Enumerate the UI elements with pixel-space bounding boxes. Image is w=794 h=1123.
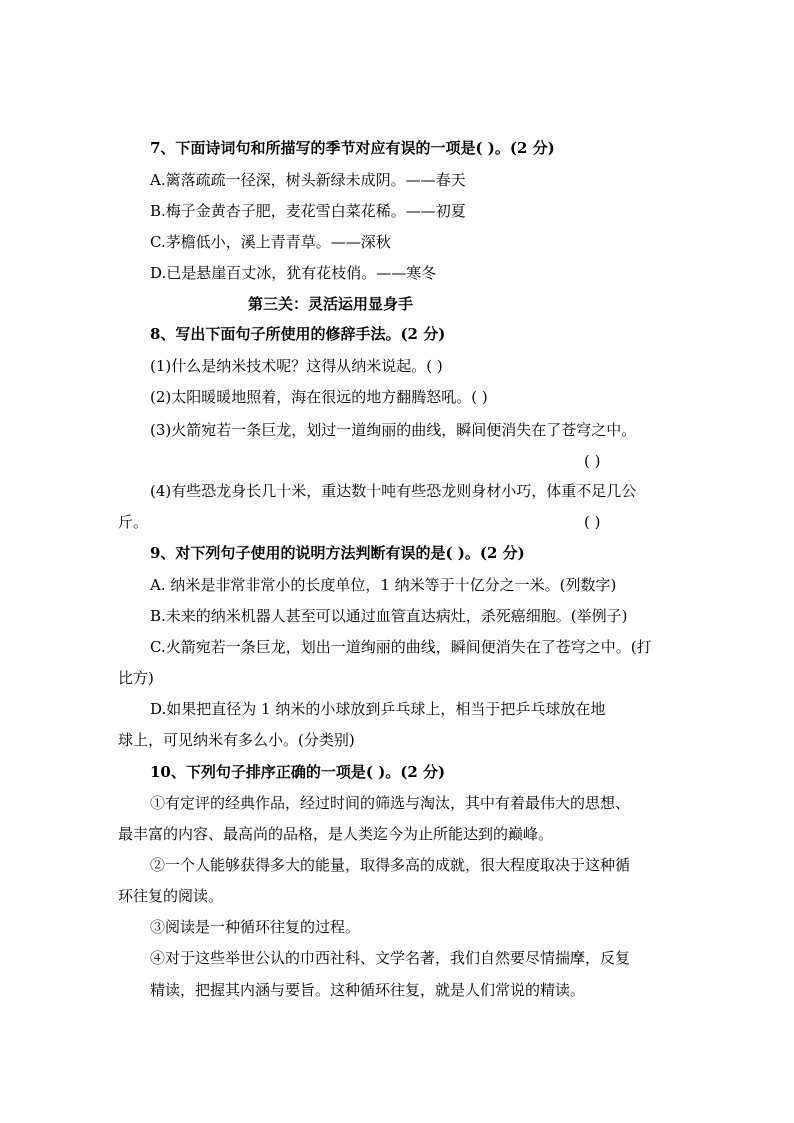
q8-item-4-answer-blank[interactable]: ( ) [584,513,601,531]
question-10-stem: 10、下列句子排序正确的一项是( )。(2 分) [150,763,446,781]
q8-item-2: (2)太阳暖暖地照着，海在很远的地方翻腾怒吼。( ) [150,388,488,406]
q10-sentence-2: ②一个人能够获得多大的能量，取得多高的成就，很大程度取决于这种循 [150,856,631,874]
q7-option-d: D.已是悬崖百丈冰，犹有花枝俏。——寒冬 [150,264,437,282]
question-9-stem: 9、对下列句子使用的说明方法判断有误的是( )。(2 分) [150,544,525,562]
q9-option-a: A. 纳米是非常非常小的长度单位，1 纳米等于十亿分之一米。(列数字) [150,576,617,594]
q9-option-c-continued: 比方) [118,669,154,687]
section-title: 第三关：灵活运用显身手 [248,295,414,313]
q9-option-c: C.火箭宛若一条巨龙，划出一道绚丽的曲线，瞬间便消失在了苍穹之中。(打 [150,638,652,656]
question-8-stem: 8、写出下面句子所使用的修辞手法。(2 分) [150,325,446,343]
q9-option-d-continued: 球上，可见纳米有多么小。(分类别) [118,731,355,749]
q7-option-c: C.茅檐低小，溪上青青草。——深秋 [150,233,391,251]
q9-option-d: D.如果把直径为 1 纳米的小球放到乒乓球上，相当于把乒乓球放在地 [150,700,606,718]
q10-sentence-4-continued: 精读，把握其内涵与要旨。这种循环往复，就是人们常说的精读。 [150,981,586,999]
q10-sentence-3: ③阅读是一种循环往复的过程。 [150,918,361,936]
question-7-stem: 7、下面诗词句和所描写的季节对应有误的一项是( )。(2 分) [150,139,555,157]
q7-option-b: B.梅子金黄杏子肥，麦花雪白菜花稀。——初夏 [150,202,466,220]
q7-option-a: A.篱落疏疏一径深，树头新绿未成阴。——春天 [150,171,466,189]
q8-item-4: (4)有些恐龙身长几十米，重达数十吨有些恐龙则身材小巧，体重不足几公 [150,482,637,500]
q8-item-1: (1)什么是纳米技术呢？这得从纳米说起。( ) [150,357,443,375]
q8-item-3: (3)火箭宛若一条巨龙，划过一道绚丽的曲线，瞬间便消失在了苍穹之中。 [150,421,637,439]
q10-sentence-1: ①有定评的经典作品，经过时间的筛选与淘汰，其中有着最伟大的思想、 [150,794,631,812]
q8-item-3-answer-blank[interactable]: ( ) [584,452,601,470]
q10-sentence-1-continued: 最丰富的内容、最高尚的品格，是人类迄今为止所能达到的巅峰。 [118,825,554,843]
q10-sentence-4: ④对于这些举世公认的巾西社科、文学名著，我们自然要尽情揣摩，反复 [150,949,631,967]
q10-sentence-2-continued: 环往复的阅读。 [118,887,224,905]
q9-option-b: B.未来的纳米机器人甚至可以通过血管直达病灶，杀死癌细胞。(举例子) [150,607,628,625]
q8-item-4-continued: 斤。 [118,513,149,531]
